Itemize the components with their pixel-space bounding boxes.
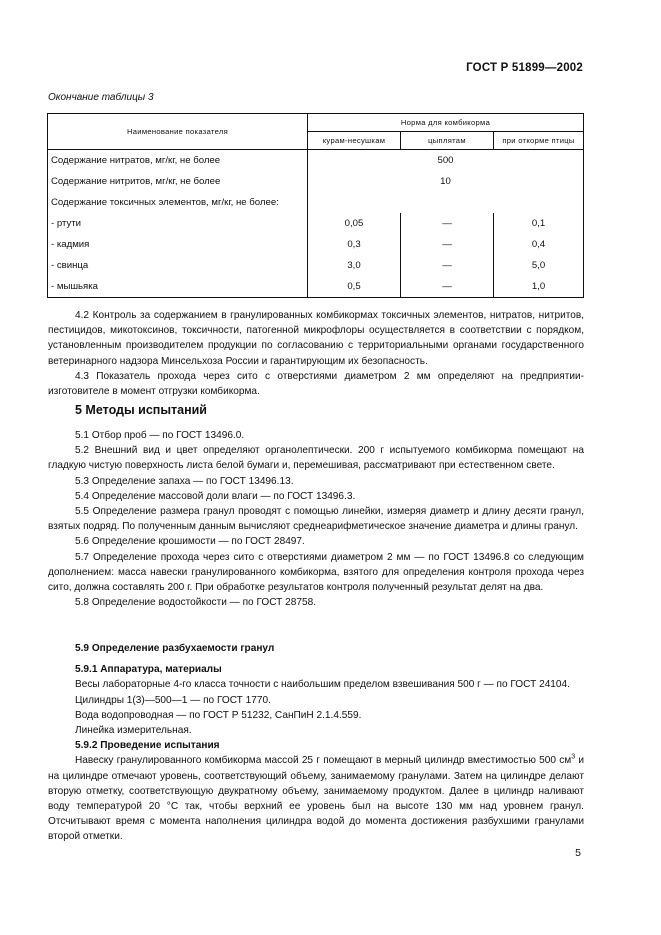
table-caption: Окончание таблицы 3: [48, 92, 154, 103]
row-name: - кадмия: [48, 234, 308, 255]
row-name: Содержание токсичных элементов, мг/кг, не более:: [48, 192, 308, 213]
row-merged-value: [308, 192, 584, 213]
paragraph-5-1: 5.1 Отбор проб — по ГОСТ 13496.0.: [75, 430, 245, 441]
paragraph-5-2: 5.2 Внешний вид и цвет определяют органолептически. 200 г испытуемого комбикорма помещают на гладкую чистую поверхность листа белой бумаги и, перемешивая, рассматривают при естественном свете.: [48, 445, 584, 472]
section-5-title: 5 Методы испытаний: [75, 403, 207, 417]
heading-5-9-1: 5.9.1 Аппаратура, материалы: [75, 664, 222, 676]
table-row: [48, 276, 584, 298]
page-number: 5: [575, 847, 581, 859]
value-hens: 0,5: [308, 276, 401, 298]
row-name: - свинца: [48, 255, 308, 276]
table-row: [48, 192, 584, 213]
paragraph-5-5: 5.5 Определение размера гранул проводят с помощью линейки, измеряя диаметр и длину десяти гранул, взятых подряд. По полученным данным вычисляют среднеарифметическое значение диаметра и длины гранул.: [48, 506, 584, 533]
value-fattening: 0,1: [494, 213, 584, 234]
value-hens: 0,3: [308, 234, 401, 255]
table-row: [48, 255, 584, 276]
table-header-row: [48, 114, 584, 132]
paragraph-5-7: 5.7 Определение прохода через сито с отверстиями диаметром 2 мм — по ГОСТ 13496.8 со следующим дополнением: масса навески гранулированного комбикорма, взятого для определения контроля прохода через сито, должна составлять 200 г. При обработке результатов контроля полученный результат делят на два.: [48, 551, 584, 594]
value-fattening: 1,0: [494, 276, 584, 298]
paragraph-5-9-1-ruler: Линейка измерительная.: [75, 725, 192, 737]
column-header-norm: Норма для комбикорма: [308, 114, 584, 132]
table-row: [48, 213, 584, 234]
paragraph-4-3: 4.3 Показатель прохода через сито с отверстиями диаметром 2 мм определяют на предприятии-изготовителе в момент отгрузки комбикорма.: [48, 370, 584, 398]
row-name: Содержание нитритов, мг/кг, не более: [48, 171, 308, 192]
value-fattening: 5,0: [494, 255, 584, 276]
column-header-hens: курам-несушкам: [308, 132, 401, 150]
value-chicks: —: [401, 255, 494, 276]
norms-table: [47, 113, 584, 298]
paragraph-5-9-2: [48, 753, 584, 844]
column-header-fattening: при откорме птицы: [494, 132, 584, 150]
row-name: Содержание нитратов, мг/кг, не более: [48, 150, 308, 172]
paragraph-5-9-1-scales: Весы лабораторные 4-го класса точности с наибольшим пределом взвешивания 500 г — по ГОСТ 24104.: [75, 679, 570, 691]
value-chicks: —: [401, 276, 494, 298]
table-row: [48, 234, 584, 255]
paragraph-5-9-2-end: и на цилиндре отмечают уровень, соответствующий объему, занимаемому гранулами. Затем на цилиндре делают вторую отметку, соответствующую двукратному объему, занимаемому продуктом. Далее в цилиндр наливают воду температурой 20 °С так, чтобы верхний ее уровень был на высоте 130 мм над уровнем гранул. Отсчитывают время с момента наполнения цилиндра водой до момента достижения разбухшими гранулами второй отметки.: [48, 755, 584, 843]
value-chicks: —: [401, 234, 494, 255]
paragraph-5-9-1-cylinders: Цилиндры 1(3)—500—1 — по ГОСТ 1770.: [75, 694, 271, 706]
heading-5-9: 5.9 Определение разбухаемости гранул: [75, 643, 275, 654]
column-header-chicks: цыплятам: [401, 132, 494, 150]
row-name: - мышьяка: [48, 276, 308, 298]
value-hens: 0,05: [308, 213, 401, 234]
table-row: [48, 150, 584, 172]
paragraph-4-2: 4.2 Контроль за содержанием в гранулированных комбикормах токсичных элементов, нитратов, нитритов, пестицидов, микотоксинов, токсичности, патогенной микрофлоры осуществляется в соответствии с порядком, установленным производителем продукции по согласованию с территориальными органами государственного ветеринарного надзора Минсельхоза России и гарантирующим их безопасность.: [48, 310, 584, 367]
section-5-9-text: [48, 641, 584, 845]
paragraph-5-8: 5.8 Определение водостойкости — по ГОСТ 28758.: [75, 597, 316, 609]
section-5-text: [48, 428, 584, 610]
document-id: ГОСТ Р 51899—2002: [466, 62, 583, 74]
paragraph-5-4: 5.4 Определение массовой доли влаги — по ГОСТ 13496.3.: [75, 490, 356, 502]
column-header-name: Наименование показателя: [48, 114, 308, 150]
paragraph-5-9-1-water: Вода водопроводная — по ГОСТ Р 51232, СанПиН 2.1.4.559.: [75, 709, 362, 721]
value-chicks: —: [401, 213, 494, 234]
paragraph-5-9-2-start: Навеску гранулированного комбикорма массой 25 г помещают в мерный цилиндр вместимостью 500 см: [75, 755, 572, 767]
row-merged-value: 10: [308, 171, 584, 192]
table-row: [48, 171, 584, 192]
section-4-text: [48, 308, 584, 399]
value-hens: 3,0: [308, 255, 401, 276]
paragraph-5-3: 5.3 Определение запаха — по ГОСТ 13496.13.: [75, 475, 294, 487]
row-merged-value: 500: [308, 150, 584, 172]
value-fattening: 0,4: [494, 234, 584, 255]
heading-5-9-2: 5.9.2 Проведение испытания: [75, 740, 220, 752]
row-name: - ртути: [48, 213, 308, 234]
superscript-3: 3: [571, 754, 576, 762]
paragraph-5-6: 5.6 Определение крошимости — по ГОСТ 28497.: [75, 536, 305, 548]
